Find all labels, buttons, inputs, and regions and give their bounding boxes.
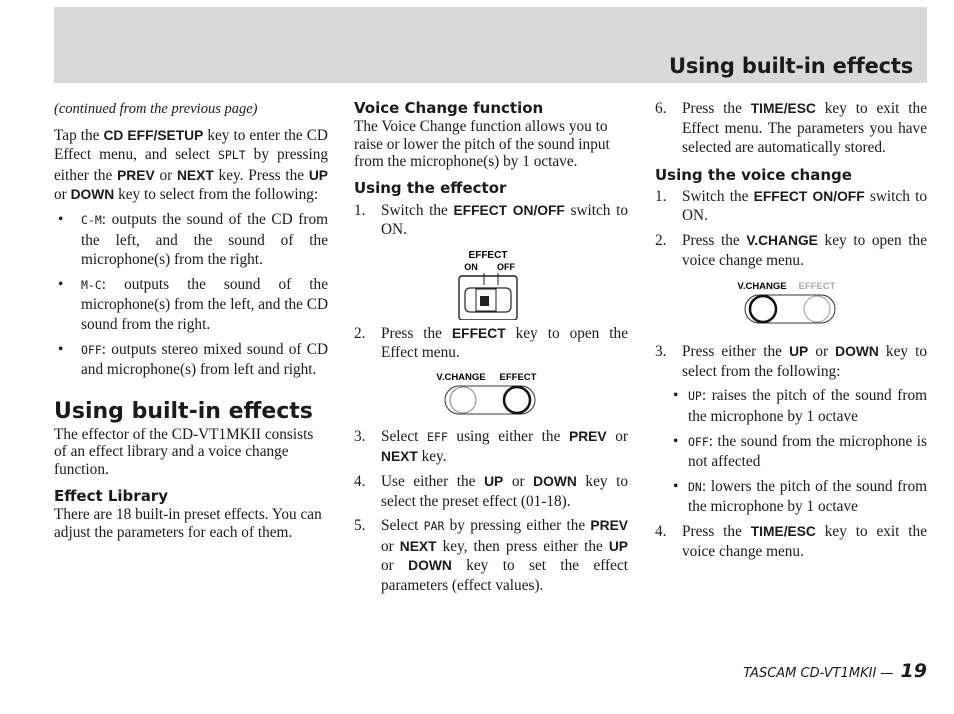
step-item: 4. Use either the UP or DOWN key to select the preset effect (01-18).: [354, 473, 628, 510]
voice-change-steps-cont: [655, 342, 927, 381]
list-item: • OFF: the sound from the microphone is not affected: [669, 432, 927, 472]
effect-library-heading: Effect Library: [54, 487, 168, 506]
switch-on-label: ON: [464, 261, 478, 272]
effect-label-dimmed: EFFECT: [798, 281, 836, 293]
effector-step-6: [655, 99, 927, 158]
column-3: [655, 99, 927, 561]
step-item: 1. Switch the EFFECT ON/OFF switch to ON.: [354, 201, 628, 239]
column-1: [54, 99, 328, 541]
step-item: 2. Press the V.CHANGE key to open the voice change menu.: [655, 231, 927, 269]
list-item: • UP: raises the pitch of the sound from the microphone by 1 octave: [669, 386, 927, 426]
header-title: Using built-in effects: [669, 54, 913, 78]
section-title: Using built-in effects: [54, 398, 313, 424]
effect-library-paragraph: There are 18 built-in preset effects. You can adjust the parameters for each of them.: [54, 506, 322, 541]
page-footer: [743, 660, 927, 682]
effect-label: EFFECT: [499, 371, 537, 383]
vchange-button-diagram: [655, 276, 927, 328]
intro-paragraph: Tap the CD EFF/SETUP key to enter the CD Effect menu, and select SPLT by pressing either the PREV or NEXT key. Press the UP or DOWN key to select from the following:: [54, 126, 328, 204]
voice-change-steps-end: [655, 522, 927, 561]
voice-change-paragraph: The Voice Change function allows you to raise or lower the pitch of the sound input from the microphone(s) by 1 octave.: [354, 118, 610, 170]
effect-switch-diagram: [354, 246, 628, 320]
step-item: 4. Press the TIME/ESC key to exit the voice change menu.: [655, 522, 927, 560]
using-effector-heading: Using the effector: [354, 178, 507, 197]
step-item: 3. Select EFF using either the PREV or NEXT key.: [354, 427, 628, 466]
voice-change-steps: [655, 187, 927, 270]
list-item: • DN: lowers the pitch of the sound from the microphone by 1 octave: [669, 477, 927, 517]
vchange-label: V.CHANGE: [436, 371, 486, 383]
key-up: UP: [308, 167, 328, 183]
code-splt: SPLT: [217, 148, 246, 163]
key-next: NEXT: [176, 167, 214, 183]
vchange-label: V.CHANGE: [737, 281, 787, 293]
column-2: [354, 99, 628, 596]
key-cd-eff-setup: CD EFF/SETUP: [103, 127, 204, 143]
voice-change-usage-heading: Using the voice change: [655, 165, 852, 184]
switch-label: EFFECT: [468, 249, 508, 261]
voice-change-heading: Voice Change function: [354, 99, 544, 117]
effector-steps-cont: [354, 324, 628, 363]
list-item: • C-M: outputs the sound of the CD from the left, and the sound of the microphone(s) from the right.: [54, 210, 328, 270]
step-item: 2. Press the EFFECT key to open the Effect menu.: [354, 324, 628, 362]
page-number: 19: [900, 660, 927, 682]
step-item: 1. Switch the EFFECT ON/OFF switch to ON.: [655, 187, 927, 225]
pitch-options-list: [669, 386, 927, 517]
step-item: 5. Select PAR by pressing either the PREV or NEXT key, then press either the UP or DOWN key to set the effect parameters (effect values).: [354, 517, 628, 595]
effector-steps: [354, 201, 628, 240]
list-item: • OFF: outputs stereo mixed sound of CD and microphone(s) from left and right.: [54, 340, 328, 380]
switch-off-label: OFF: [497, 261, 515, 272]
vchange-effect-buttons-diagram: [354, 369, 628, 419]
page-header: [54, 7, 927, 83]
key-prev: PREV: [117, 167, 155, 183]
section-paragraph: The effector of the CD-VT1MKII consists of an effect library and a voice change function.: [54, 425, 314, 478]
split-options-list: [54, 210, 328, 380]
effector-steps-rest: [354, 427, 628, 596]
key-down: DOWN: [70, 187, 115, 203]
continued-note: (continued from the previous page): [54, 101, 258, 117]
step-item: 6. Press the TIME/ESC key to exit the Effect menu. The parameters you have selected are automatically stored.: [655, 100, 927, 157]
step-item: 3. Press either the UP or DOWN key to select from the following:: [655, 343, 927, 380]
footer-brand: TASCAM CD-VT1MKII —: [743, 666, 898, 681]
list-item: • M-C: outputs the sound of the microphone(s) from the left, and the CD sound from the right.: [54, 275, 328, 335]
